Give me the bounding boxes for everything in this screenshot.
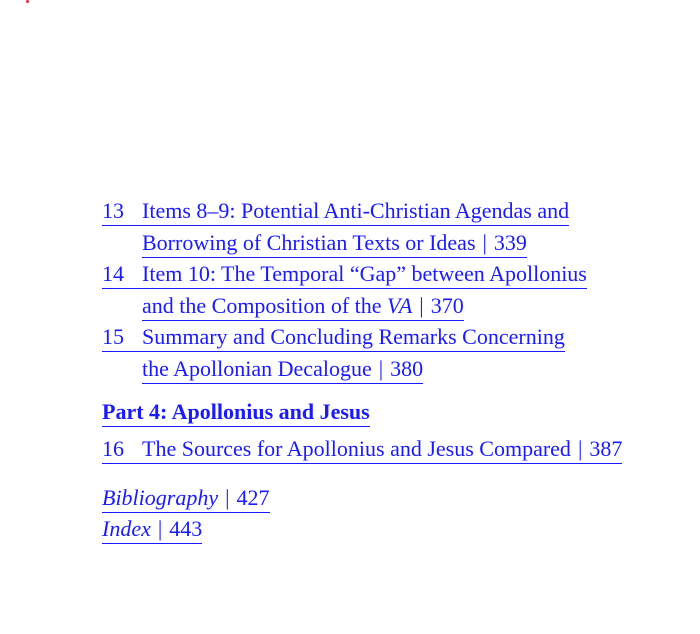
chapter-title-line-1[interactable]: The Sources for Apollonius and Jesus Compared | 387 [142, 434, 622, 464]
toc-entry-13[interactable] [102, 196, 682, 259]
toc-entry-15[interactable] [102, 322, 682, 385]
page-number[interactable]: 339 [493, 229, 527, 255]
chapter-title-line-2[interactable]: Borrowing of Christian Texts or Ideas | 339 [142, 228, 527, 258]
chapter-number: 16 [102, 434, 142, 464]
chapter-title-line-1[interactable]: Items 8–9: Potential Anti-Christian Agendas and [142, 196, 569, 226]
page-number[interactable]: 427 [236, 485, 270, 510]
page-number[interactable]: 380 [390, 355, 424, 381]
toc-entry-14[interactable] [102, 259, 682, 322]
chapter-title-line-2[interactable]: and the Composition of the VA | 370 [142, 291, 464, 321]
chapter-title-line-1[interactable]: Item 10: The Temporal “Gap” between Apollonius [142, 259, 587, 289]
chapter-title-line-2[interactable]: the Apollonian Decalogue | 380 [142, 354, 423, 384]
bibliography-link[interactable]: Bibliography | 427 [102, 483, 270, 513]
corner-mark [26, 0, 29, 3]
chapter-number: 15 [102, 322, 142, 352]
page-number[interactable]: 370 [430, 292, 464, 318]
table-of-contents [102, 196, 682, 545]
toc-entry-16[interactable] [102, 434, 682, 466]
chapter-number: 14 [102, 259, 142, 289]
page-number[interactable]: 443 [169, 516, 203, 541]
chapter-title-line-1[interactable]: Summary and Concluding Remarks Concerning [142, 322, 565, 352]
part-heading[interactable]: Part 4: Apollonius and Jesus [102, 397, 370, 427]
italic-abbrev: VA [387, 292, 413, 318]
chapter-number: 13 [102, 196, 142, 226]
page-number[interactable]: 387 [589, 435, 623, 461]
index-link[interactable]: Index | 443 [102, 514, 202, 544]
backmatter [102, 483, 682, 545]
